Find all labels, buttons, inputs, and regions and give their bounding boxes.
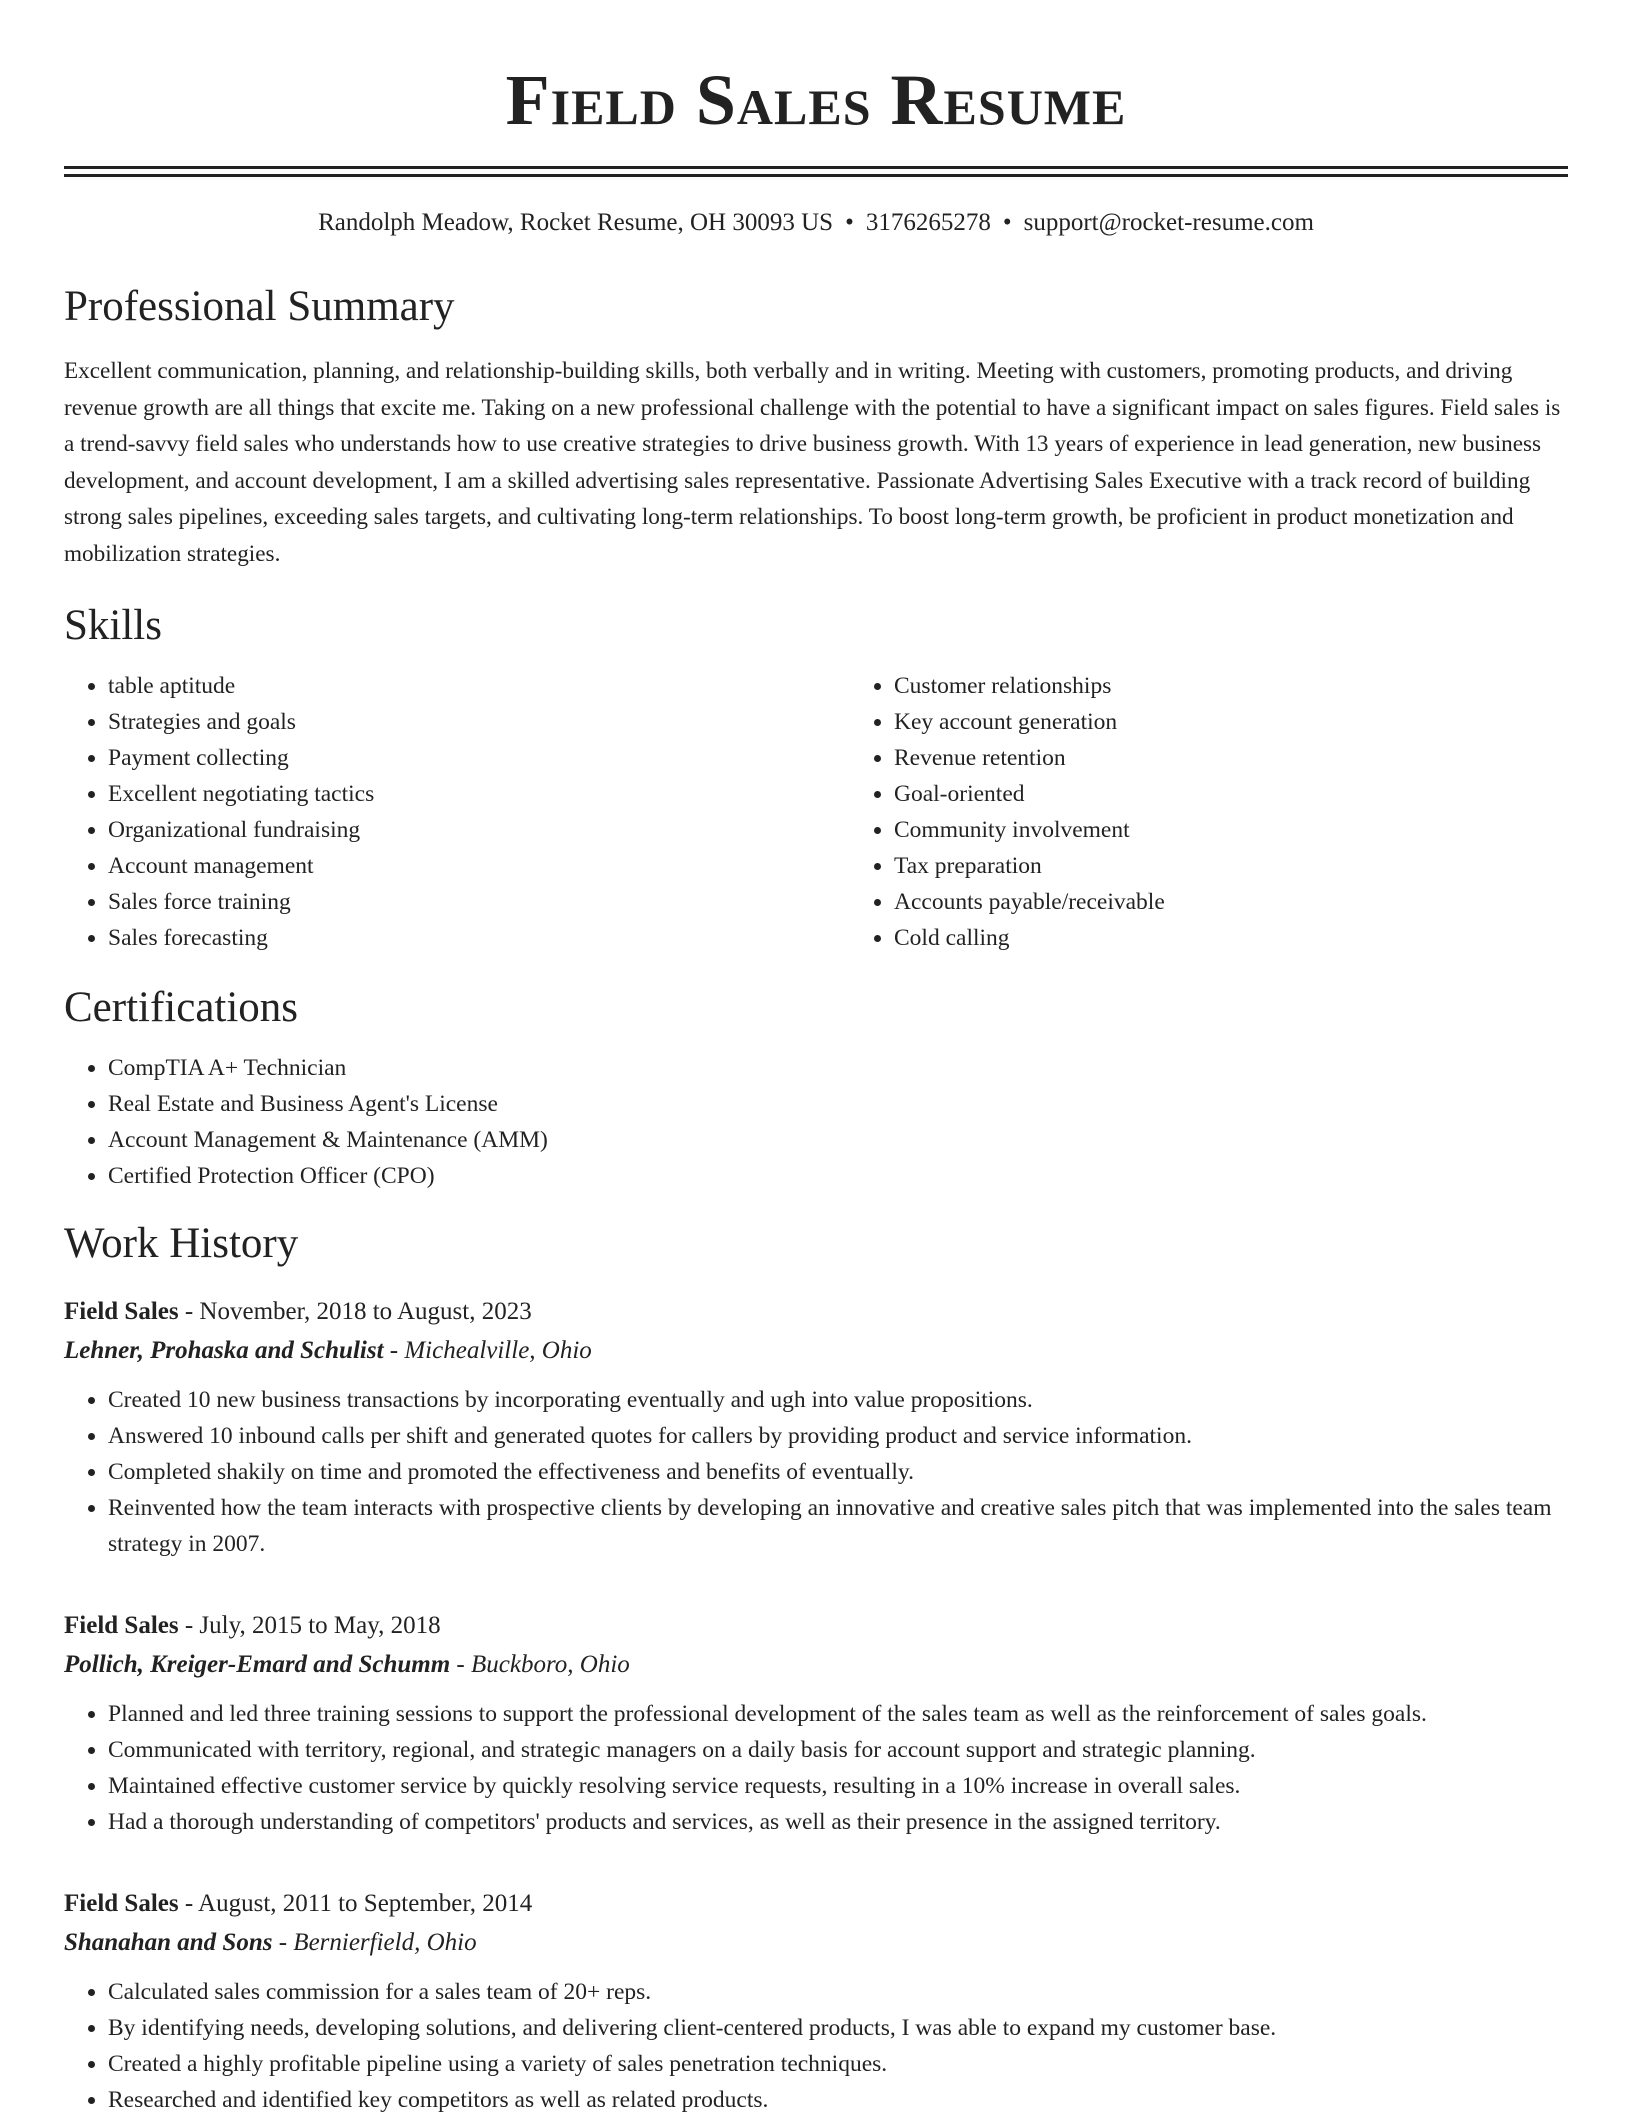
job-location: Bernierfield, Ohio (293, 1929, 477, 1956)
job-entry (64, 1292, 1568, 1562)
job-entry (64, 1606, 1568, 1840)
job-location: Buckboro, Ohio (471, 1651, 630, 1678)
skill-item: • table aptitude (108, 668, 850, 704)
contact-line (64, 207, 1568, 239)
contact-address: Randolph Meadow, Rocket Resume, OH 30093 US (318, 209, 834, 236)
job-bullet: • Created 10 new business transactions by incorporating eventually and ugh into value propositions. (108, 1382, 1568, 1418)
contact-separator: • (845, 209, 854, 236)
skill-item: • Strategies and goals (108, 704, 850, 740)
job-company: Lehner, Prohaska and Schulist (64, 1337, 384, 1364)
job-company-line: Lehner, Prohaska and Schulist - Michealville, Ohio (64, 1337, 592, 1364)
job-dates: November, 2018 to August, 2023 (199, 1298, 532, 1325)
job-company: Pollich, Kreiger-Emard and Schumm (64, 1651, 451, 1678)
job-bullet: • By identifying needs, developing solutions, and delivering client-centered products, I was able to expand my customer base. (108, 2010, 1568, 2046)
summary-heading: Professional Summary (64, 283, 455, 330)
job-bullets (64, 1696, 1568, 1840)
job-company-line: Pollich, Kreiger-Emard and Schumm - Buckboro, Ohio (64, 1651, 630, 1678)
summary-text: Excellent communication, planning, and relationship-building skills, both verbally and in writing. Meeting with customers, promoting products, and driving revenue growth are all things that excite me. Taking on a new professional challenge with the potential to have a significant impact on sales figures. Field sales is a trend-savvy field sales who understands how to use creative strategies to drive business growth. With 13 years of experience in lead generation, new business development, and account development, I am a skilled advertising sales representative. Passionate Advertising Sales Executive with a track record of building strong sales pipelines, exceeding sales targets, and cultivating long-term relationships. To boost long-term growth, be proficient in product monetization and mobilization strategies. (64, 358, 1561, 567)
job-company-line: Shanahan and Sons - Bernierfield, Ohio (64, 1929, 477, 1956)
job-bullets (64, 1382, 1568, 1562)
job-title-line: Field Sales - November, 2018 to August, 2023 (64, 1298, 532, 1325)
contact-email: support@rocket-resume.com (1023, 209, 1314, 236)
job-bullet: • Reinvented how the team interacts with prospective clients by developing an innovative and creative sales pitch that was implemented into the sales team strategy in 2007. (108, 1490, 1568, 1562)
job-title: Field Sales (64, 1890, 179, 1917)
job-bullet: • Had a thorough understanding of competitors' products and services, as well as their presence in the assigned territory. (108, 1804, 1568, 1840)
job-location: Michealville, Ohio (404, 1337, 592, 1364)
skill-item: • Cold calling (894, 920, 1632, 956)
contact-separator: • (1002, 209, 1012, 236)
certification-item: • Real Estate and Business Agent's License (108, 1086, 1568, 1122)
skill-item: • Sales force training (108, 884, 850, 920)
skill-item: • Customer relationships (894, 668, 1632, 704)
skill-item: • Account management (108, 848, 850, 884)
skill-item: • Accounts payable/receivable (894, 884, 1632, 920)
job-title-line: Field Sales - August, 2011 to September, 2014 (64, 1890, 533, 1917)
job-bullet: • Researched and identified key competitors as well as related products. (108, 2082, 1568, 2112)
job-bullet: • Created a highly profitable pipeline using a variety of sales penetration techniques. (108, 2046, 1568, 2082)
job-bullet: • Calculated sales commission for a sales team of 20+ reps. (108, 1974, 1568, 2010)
skill-item: • Payment collecting (108, 740, 850, 776)
skill-item: • Revenue retention (894, 740, 1632, 776)
skill-item: • Organizational fundraising (108, 812, 850, 848)
certifications-list (64, 1050, 1568, 1194)
skill-item: • Sales forecasting (108, 920, 850, 956)
job-bullet: • Completed shakily on time and promoted the effectiveness and benefits of eventually. (108, 1454, 1568, 1490)
skills-heading: Skills (64, 602, 162, 649)
resume-title: Field Sales Resume (505, 60, 1127, 140)
job-bullet: • Planned and led three training sessions to support the professional development of the sales team as well as the reinforcement of sales goals. (108, 1696, 1568, 1732)
job-bullet: • Communicated with territory, regional, and strategic managers on a daily basis for account support and strategic planning. (108, 1732, 1568, 1768)
certifications-heading: Certifications (64, 984, 299, 1031)
certification-item: • Certified Protection Officer (CPO) (108, 1158, 1568, 1194)
work-history-heading: Work History (64, 1220, 299, 1267)
job-dates: August, 2011 to September, 2014 (198, 1890, 533, 1917)
skill-item: • Tax preparation (894, 848, 1632, 884)
skill-item: • Excellent negotiating tactics (108, 776, 850, 812)
skills-grid (64, 668, 1568, 956)
skill-item: • Key account generation (894, 704, 1632, 740)
job-dates: July, 2015 to May, 2018 (199, 1612, 441, 1639)
job-bullet: • Answered 10 inbound calls per shift and generated quotes for callers by providing product and service information. (108, 1418, 1568, 1454)
skills-list-right (850, 668, 1632, 956)
job-bullets (64, 1974, 1568, 2112)
certification-item: • CompTIA A+ Technician (108, 1050, 1568, 1086)
job-company: Shanahan and Sons (64, 1929, 273, 1956)
job-title: Field Sales (64, 1612, 179, 1639)
job-title-line: Field Sales - July, 2015 to May, 2018 (64, 1612, 441, 1639)
title-double-rule (64, 166, 1568, 169)
contact-phone: 3176265278 (865, 209, 991, 236)
job-bullet: • Maintained effective customer service by quickly resolving service requests, resulting in a 10% increase in overall sales. (108, 1768, 1568, 1804)
skills-list-left (64, 668, 850, 956)
skill-item: • Community involvement (894, 812, 1632, 848)
job-entry (64, 1884, 1568, 2112)
skill-item: • Goal-oriented (894, 776, 1632, 812)
certification-item: • Account Management & Maintenance (AMM) (108, 1122, 1568, 1158)
job-title: Field Sales (64, 1298, 179, 1325)
